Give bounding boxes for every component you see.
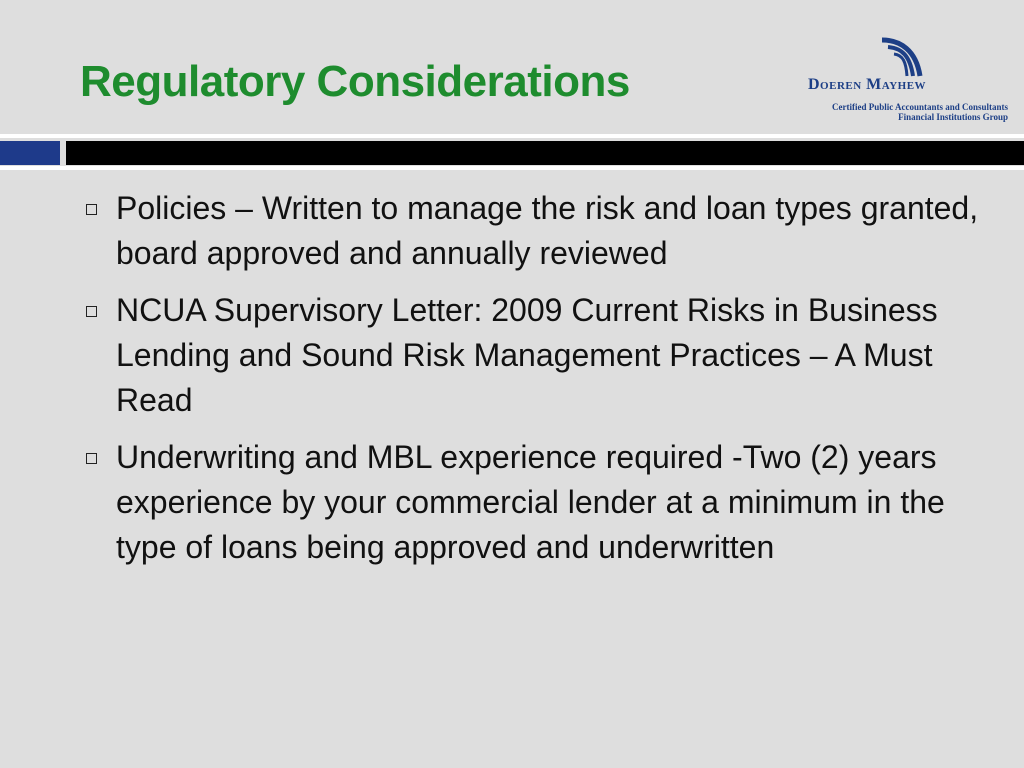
square-bullet-icon <box>86 204 97 215</box>
slide-title: Regulatory Considerations <box>80 57 630 106</box>
bullet-item <box>80 435 980 570</box>
bullet-list <box>80 186 980 582</box>
accent-bar-blue <box>0 141 60 165</box>
square-bullet-icon <box>86 306 97 317</box>
header-divider <box>0 134 1024 138</box>
bullet-item <box>80 186 980 276</box>
square-bullet-icon <box>86 453 97 464</box>
bullet-text: Underwriting and MBL experience required -Two (2) years experience by your commercial lender at a minimum in the type of loans being approved and underwritten <box>116 439 945 565</box>
bullet-text: NCUA Supervisory Letter: 2009 Current Risks in Business Lending and Sound Risk Management Practices – A Must Read <box>116 292 938 418</box>
bullet-item <box>80 288 980 423</box>
logo-tagline-group: Financial Institutions Group <box>898 112 1008 122</box>
header-divider-lower <box>0 166 1024 170</box>
logo-tagline: Certified Public Accountants and Consultants <box>831 102 1008 112</box>
logo-name: Doeren Mayhew <box>808 76 927 93</box>
company-logo <box>800 36 1010 132</box>
accent-bar-black <box>66 141 1024 165</box>
bullet-text: Policies – Written to manage the risk and loan types granted, board approved and annually reviewed <box>116 190 979 271</box>
doeren-mayhew-wave-icon <box>876 36 926 80</box>
